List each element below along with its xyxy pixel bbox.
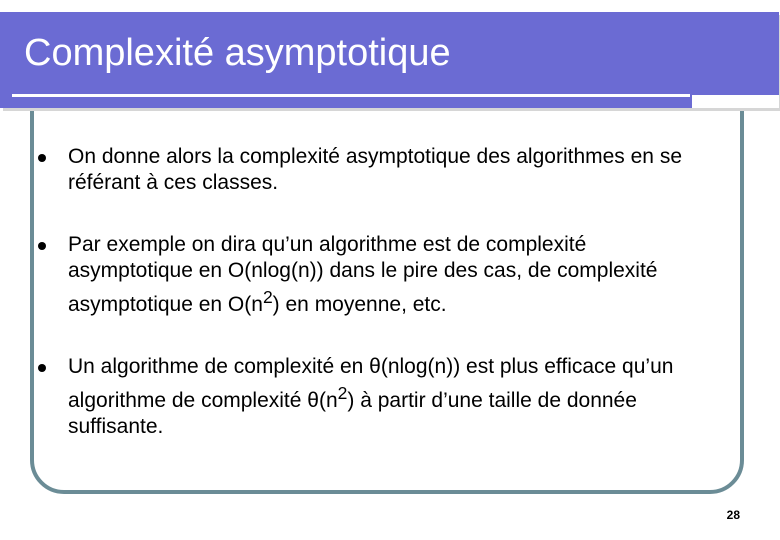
title-underline [12,94,690,97]
page-number: 28 [726,508,740,522]
bullet-text: On donne alors la complexité asymptotique des algorithmes en se référant à ces classes. [68,145,683,194]
title-bar-notch [692,95,779,108]
bullet-dot-icon [38,154,46,162]
bullet-text: Un algorithme de complexité en θ(nlog(n)) est plus efficace qu’un algorithme de complexité θ(n [68,355,674,412]
bullet-item [30,354,690,440]
superscript: 2 [262,287,273,307]
bullet-text-continued: ) en moyenne, etc. [272,293,447,316]
slide-title: Complexité asymptotique [24,32,451,74]
bullet-text: Par exemple on dira qu’un algorithme est de complexité asymptotique en O(nlog(n)) dans le pire des cas, de complexité asymptotique en O(n [68,233,658,316]
bullet-item [30,144,690,196]
bullet-item [30,232,690,318]
bullet-dot-icon [38,242,46,250]
superscript: 2 [337,383,348,403]
bullet-dot-icon [38,364,46,372]
bullet-text-continued: ) à partir d’une taille de donnée suffisante. [68,389,637,438]
bullet-list [30,144,690,440]
